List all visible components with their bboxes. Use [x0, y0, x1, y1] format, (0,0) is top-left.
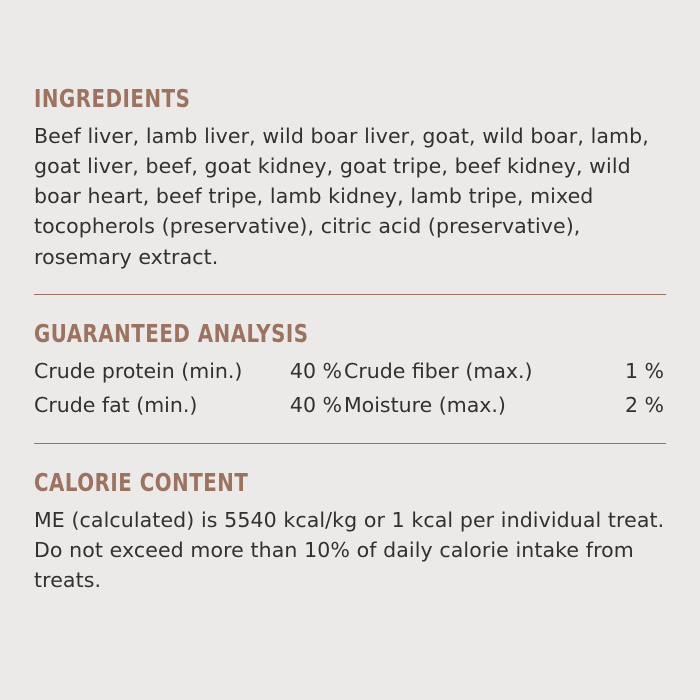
ga-row-label: Crude fiber (max.) — [344, 358, 533, 383]
ingredients-section — [34, 84, 666, 272]
ingredients-title: INGREDIENTS — [34, 84, 191, 113]
guaranteed-analysis-section — [34, 317, 666, 422]
ga-row-label: Crude fat (min.) — [34, 393, 198, 418]
guaranteed-analysis-title: GUARANTEED ANALYSIS — [34, 318, 309, 348]
ga-row-label: Moisture (max.) — [344, 393, 506, 418]
ga-row-value: 1 % — [624, 358, 664, 383]
ga-row-label: Crude protein (min.) — [34, 358, 243, 383]
divider-1 — [34, 294, 666, 295]
calorie-content-text: ME (calculated) is 5540 kcal/kg or 1 kcal per individual treat. Do not exceed more than 10% of daily calorie intake from treats. — [34, 508, 665, 593]
calorie-content-title: CALORIE CONTENT — [34, 468, 249, 498]
ga-row-value: 40 % — [289, 358, 342, 383]
guaranteed-analysis-table — [34, 356, 666, 422]
ga-row-value: 2 % — [624, 393, 664, 418]
ingredients-text: Beef liver, lamb liver, wild boar liver, goat, wild boar, lamb, goat liver, beef, goat kidney, goat tripe, beef kidney, wild boar heart, beef tripe, lamb kidney, lamb tripe, mixed tocopherols (preservative), citric acid (preservative), rosemary extract. — [34, 124, 649, 269]
divider-2 — [34, 443, 666, 444]
ga-row-value: 40 % — [289, 393, 342, 418]
calorie-content-section — [34, 466, 666, 595]
